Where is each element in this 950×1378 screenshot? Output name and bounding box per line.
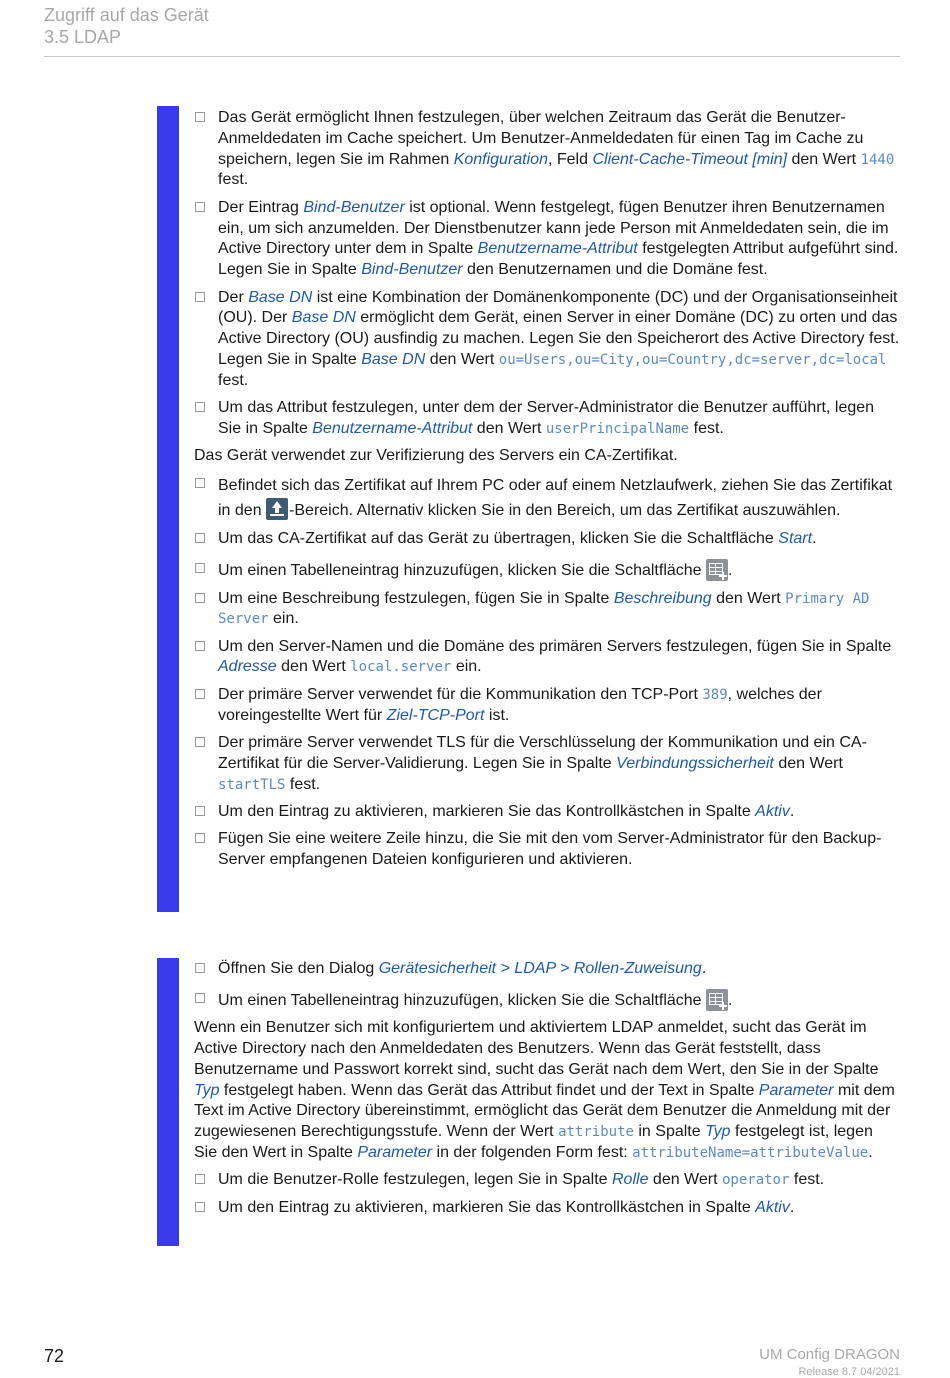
checkbox-square-icon [195, 833, 205, 843]
checkbox-square-icon [195, 806, 205, 816]
checkbox-square-icon [195, 402, 205, 412]
step-item: Um den Eintrag zu aktivieren, markieren Sie das Kontrollkästchen in Spalte Aktiv. [194, 802, 900, 823]
checkbox-square-icon [195, 292, 205, 302]
add-table-row-icon [706, 559, 728, 581]
footer-release: Release 8.7 04/2021 [798, 1366, 900, 1378]
step-item: Fügen Sie eine weitere Zeile hinzu, die Sie mit den vom Server-Administrator für den Backup-Server empfangenen Dateien konfigurieren und aktivieren. [194, 829, 900, 871]
checkbox-square-icon [195, 737, 205, 747]
header-section: 3.5 LDAP [44, 27, 122, 47]
checkbox-square-icon [195, 593, 205, 603]
checkbox-square-icon [195, 1174, 205, 1184]
add-table-row-icon [706, 989, 728, 1011]
step-item: Der Base DN ist eine Kombination der Domänenkomponente (DC) und der Organisationseinheit (OU). Der Base DN ermöglicht dem Gerät, einen Server in einer Domäne (DC) zu orten und das Active Directory (OU) ausfindig zu machen. Legen Sie den Speicherort des Active Directory fest. Legen Sie in Spalte Base DN den Wert ou=Users,ou=City,ou=Country,dc=server,dc=local fest. [194, 288, 900, 392]
procedure-side-bar-2 [157, 958, 179, 1246]
procedure-side-bar [157, 106, 179, 912]
step-item: Befindet sich das Zertifikat auf Ihrem PC oder auf einem Netzlaufwerk, ziehen Sie das Zertifikat in den -Bereich. Alternativ klicken Sie in den Bereich, um das Zertifikat auszuwählen. [194, 474, 900, 523]
procedure-block-1 [194, 108, 900, 878]
checkbox-square-icon [195, 963, 205, 973]
step-item: Um das CA-Zertifikat auf das Gerät zu übertragen, klicken Sie die Schaltfläche Start. [194, 529, 900, 550]
checkbox-square-icon [195, 563, 205, 573]
step-item: Um das Attribut festzulegen, unter dem der Server-Administrator die Benutzer aufführt, legen Sie in Spalte Benutzername-Attribut den Wert userPrincipalName fest. [194, 398, 900, 440]
step-item: Der Eintrag Bind-Benutzer ist optional. Wenn festgelegt, fügen Benutzer ihren Benutzernamen ein, um sich anzumelden. Der Dienstbenutzer kann jede Person mit Anmeldedaten sein, die im Active Directory unter dem in Spalte Benutzername-Attribut festgelegten Attribut aufgeführt sind. Legen Sie in Spalte Bind-Benutzer den Benutzernamen und die Domäne fest. [194, 198, 900, 281]
checkbox-square-icon [195, 202, 205, 212]
step-item: Öffnen Sie den Dialog Gerätesicherheit > LDAP > Rollen-Zuweisung. [194, 959, 900, 980]
checkbox-square-icon [195, 641, 205, 651]
step-item: Das Gerät ermöglicht Ihnen festzulegen, über welchen Zeitraum das Gerät die Benutzer-Anmeldedaten im Cache speichert. Um Benutzer-Anmeldedaten für einen Tag im Cache zu speichern, legen Sie im Rahmen Konfiguration, Feld Client-Cache-Timeout [min] den Wert 1440 fest. [194, 108, 900, 191]
step-item: Der primäre Server verwendet für die Kommunikation den TCP-Port 389, welches der voreingestellte Wert für Ziel-TCP-Port ist. [194, 685, 900, 727]
checkbox-square-icon [195, 689, 205, 699]
paragraph: Wenn ein Benutzer sich mit konfiguriertem und aktiviertem LDAP anmeldet, sucht das Gerät im Active Directory nach den Anmeldedaten des Benutzers. Wenn das Gerät feststellt, dass Benutzername und Passwort korrekt sind, sucht das Gerät nach dem Wert, den Sie in der Spalte Typ festgelegt haben. Wenn das Gerät das Attribut findet und der Text in Spalte Parameter mit dem Text im Active Directory übereinstimmt, ermöglicht das Gerät dem Benutzer die Anmeldung mit der zugewiesenen Berechtigungsstufe. Wenn der Wert attribute in Spalte Typ festgelegt ist, legen Sie den Wert in Spalte Parameter in der folgenden Form fest: attributeName=attributeValue. [194, 1019, 895, 1161]
upload-icon [266, 498, 288, 520]
step-item: Um eine Beschreibung festzulegen, fügen Sie in Spalte Beschreibung den Wert Primary AD Server ein. [194, 589, 900, 631]
checkbox-square-icon [195, 478, 205, 488]
step-item: Um den Server-Namen und die Domäne des primären Servers festzulegen, fügen Sie in Spalte Adresse den Wert local.server ein. [194, 637, 900, 679]
step-item: Um den Eintrag zu aktivieren, markieren Sie das Kontrollkästchen in Spalte Aktiv. [194, 1198, 900, 1219]
step-item: Der primäre Server verwendet TLS für die Verschlüsselung der Kommunikation und ein CA-Zertifikat für die Server-Validierung. Legen Sie in Spalte Verbindungssicherheit den Wert startTLS fest. [194, 733, 900, 795]
header-divider [44, 56, 900, 57]
procedure-block-2 [194, 959, 900, 1225]
checkbox-square-icon [195, 112, 205, 122]
step-item: Um einen Tabelleneintrag hinzuzufügen, klicken Sie die Schaltfläche . [194, 559, 900, 582]
header-chapter: Zugriff auf das Gerät [44, 5, 209, 25]
step-item: Um die Benutzer-Rolle festzulegen, legen Sie in Spalte Rolle den Wert operator fest. [194, 1170, 900, 1191]
step-item: Um einen Tabelleneintrag hinzuzufügen, klicken Sie die Schaltfläche . [194, 989, 900, 1012]
paragraph: Das Gerät verwendet zur Verifizierung des Servers ein CA-Zertifikat. [194, 447, 678, 465]
running-header [44, 4, 209, 48]
footer-product: UM Config DRAGON [759, 1346, 900, 1363]
checkbox-square-icon [195, 533, 205, 543]
checkbox-square-icon [195, 993, 205, 1003]
page-number: 72 [44, 1346, 65, 1366]
checkbox-square-icon [195, 1202, 205, 1212]
